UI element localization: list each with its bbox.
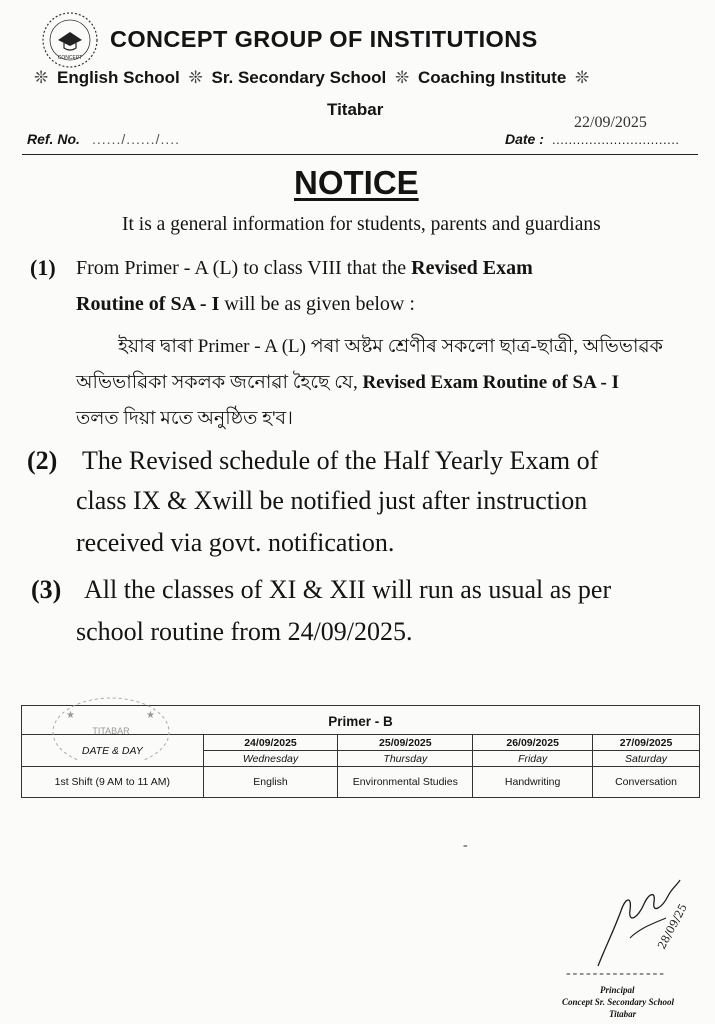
principal-school: Concept Sr. Secondary School (562, 997, 675, 1007)
date-value: 22/09/2025 (574, 114, 647, 131)
point-1-text: will be as given below : (219, 293, 415, 315)
routine-title: Primer - B (22, 706, 700, 735)
stray-mark: - (463, 838, 468, 853)
table-cell-day: Saturday (593, 751, 700, 767)
date-label: Date : (505, 131, 544, 147)
table-shift-row (22, 767, 700, 798)
principal-place: Titabar (609, 1009, 637, 1019)
shift-label: 1st Shift (9 AM to 11 AM) (22, 767, 204, 798)
header-divider (22, 154, 698, 155)
signature-note: 28/09/25 (655, 901, 690, 952)
table-cell-subject: English (203, 767, 338, 798)
table-cell-date: 27/09/2025 (593, 735, 700, 751)
table-title-row (22, 706, 700, 735)
point-3-line-2: school routine from 24/09/2025. (76, 617, 413, 646)
point-1-bold: Revised Exam (411, 257, 533, 279)
notice-intro: It is a general information for students, parents and guardians (122, 214, 601, 235)
notice-title: NOTICE (294, 164, 419, 201)
point-1-assamese-line-1: ইয়াৰ দ্বাৰা Primer - A (L) পৰা অষ্টম শ্ৰেণীৰ সকলো ছাত্ৰ-ছাত্ৰী, অভিভাৱক (118, 336, 663, 357)
point-1-assamese-line-2 (76, 368, 619, 400)
point-1-assamese-text: অভিভাৱিকা সকলক জনোৱা হৈছে যে, (76, 372, 363, 393)
unit-english-school: English School (56, 68, 180, 87)
routine-table (21, 705, 700, 798)
unit-coaching: Coaching Institute (418, 68, 567, 87)
principal-signature (560, 868, 710, 978)
point-1-line-1 (76, 257, 533, 280)
point-3-line-1: All the classes of XI & XII will run as usual as per (84, 575, 612, 604)
table-cell-date: 25/09/2025 (338, 735, 473, 751)
principal-title: Principal (600, 985, 635, 995)
ref-label: Ref. No. (27, 131, 80, 147)
table-cell-date: 26/09/2025 (473, 735, 593, 751)
school-place: Titabar (327, 100, 384, 119)
star-icon: ★ (66, 710, 75, 721)
point-1-bold: Routine of SA - I (76, 293, 220, 315)
point-1-line-2 (76, 293, 415, 316)
point-2-number: (2) (27, 446, 58, 475)
star-icon: ❊ (575, 68, 590, 87)
ref-value: ....../....../.... (92, 131, 181, 147)
logo-text: CONCEPT (57, 55, 83, 61)
unit-senior-secondary: Sr. Secondary School (211, 68, 387, 87)
table-cell-day: Friday (473, 751, 593, 767)
star-icon: ★ (146, 710, 155, 721)
table-cell-day: Thursday (338, 751, 473, 767)
point-1-text: From Primer - A (L) to class VIII that the (76, 257, 412, 279)
institution-units (30, 68, 593, 88)
school-name: CONCEPT GROUP OF INSTITUTIONS (110, 26, 538, 52)
date-dots: ............................... (552, 132, 680, 147)
star-icon: ❊ (34, 68, 49, 87)
point-2-line-1: The Revised schedule of the Half Yearly Exam of (82, 446, 599, 475)
point-1-number: (1) (30, 255, 56, 280)
date-day-header: DATE & DAY (22, 735, 204, 767)
point-2-line-3: received via govt. notification. (76, 528, 395, 557)
star-icon: ❊ (395, 68, 410, 87)
table-cell-day: Wednesday (203, 751, 338, 767)
stamp-text: TITABAR (92, 726, 130, 736)
table-date-row (22, 735, 700, 751)
table-cell-subject: Environmental Studies (338, 767, 473, 798)
point-3-number: (3) (31, 575, 62, 604)
point-1-assamese-bold: Revised Exam Routine of SA - I (362, 372, 619, 393)
table-cell-subject: Handwriting (473, 767, 593, 798)
star-icon: ❊ (188, 68, 203, 87)
table-cell-subject: Conversation (593, 767, 700, 798)
signature-line: --------------- (566, 966, 666, 981)
table-cell-date: 24/09/2025 (203, 735, 338, 751)
point-1-assamese-line-3: তলত দিয়া মতে অনুষ্ঠিত হ'ব। (76, 408, 293, 429)
point-2-line-2: class IX & Xwill be notified just after instruction (76, 486, 588, 515)
school-logo (40, 10, 100, 70)
